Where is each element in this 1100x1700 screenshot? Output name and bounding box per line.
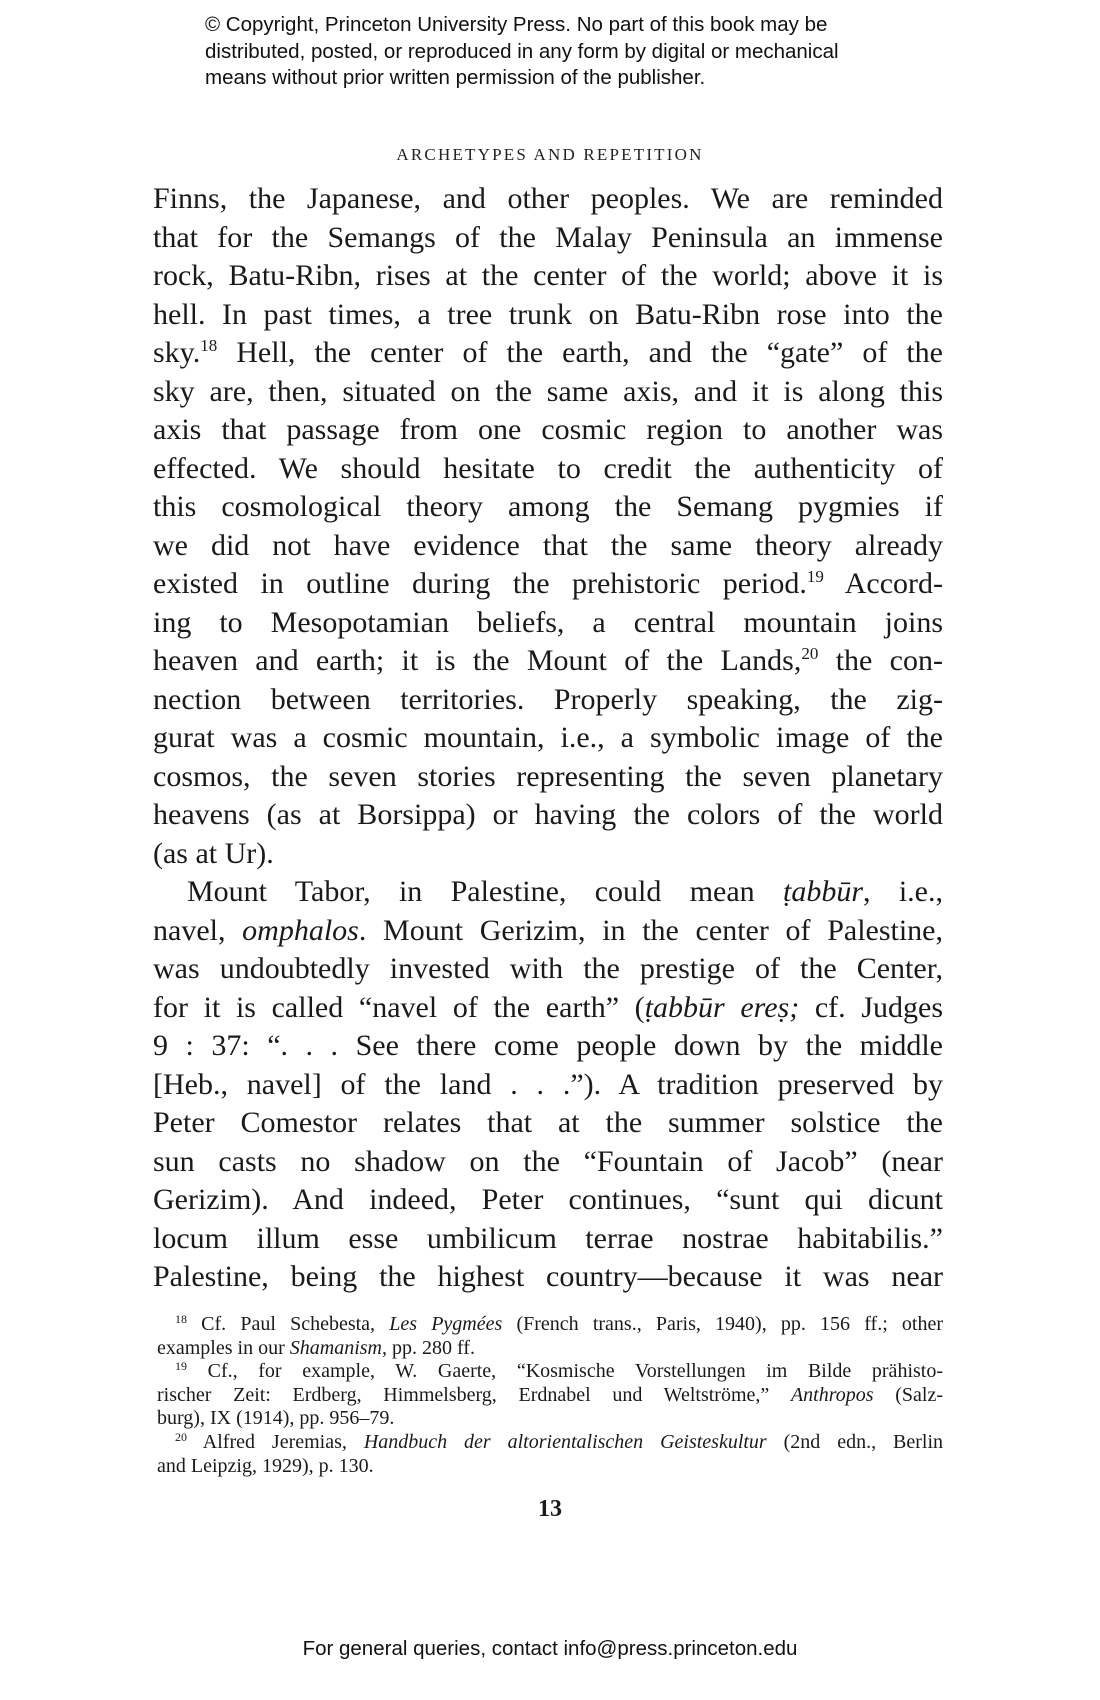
text-line: cosmos, the seven stories representing the seven planetary <box>153 759 943 793</box>
text-line: heavens (as at Borsippa) or having the colors of the world <box>153 798 943 831</box>
text-line: was undoubtedly invested with the prestige of the Center, <box>153 952 943 985</box>
text-line: heaven and earth; it is the Mount of the Lands,$^{20}$ the con- <box>153 644 943 677</box>
footnote-18: $^{18}$ Cf. Paul Schebesta, Les Pygmées (French trans., Paris, 1940), pp. 156 ff.; other <box>175 1312 944 1335</box>
footnote-19: $^{19}$ Cf., for example, W. Gaerte, “Kosmische Vorstellungen im Bilde prähisto- <box>175 1359 943 1383</box>
page-number: 13 <box>538 1496 562 1522</box>
text-line: Peter Comestor relates that at the summer solstice the <box>153 1106 943 1139</box>
text-line: 9 : 37: “. . . See there come people down by the middle <box>153 1029 943 1062</box>
footnote-line: examples in our Shamanism, pp. 280 ff. <box>157 1336 475 1359</box>
text-line: that for the Semangs of the Malay Peninsula an immense <box>153 220 943 254</box>
text-line: Palestine, being the highest country—because it was near <box>153 1260 943 1293</box>
copyright-notice <box>205 12 925 92</box>
text-line: Finns, the Japanese, and other peoples. We are reminded <box>153 182 943 215</box>
footnote-ref: 18 <box>200 336 218 355</box>
footnote-line: burg), IX (1914), pp. 956–79. <box>157 1407 395 1430</box>
text-line: rock, Batu-Ribn, rises at the center of the world; above it is <box>153 259 943 292</box>
text-line: axis that passage from one cosmic region to another was <box>153 413 943 446</box>
text-line: sky.$^{18}$ Hell, the center of the earth, and the “gate” of the <box>153 336 943 369</box>
text-line: we did not have evidence that the same theory already <box>153 528 943 562</box>
text-line: for it is called “navel of the earth” (ṭabbūr ereṣ; cf. Judges <box>153 990 943 1024</box>
footnote-line: and Leipzig, 1929), p. 130. <box>157 1454 374 1477</box>
text-line: nection between territories. Properly speaking, the zig- <box>153 682 943 716</box>
footnote-line: rischer Zeit: Erdberg, Himmelsberg, Erdnabel und Weltströme,” Anthropos (Salz- <box>157 1383 943 1406</box>
text-line: ing to Mesopotamian beliefs, a central mountain joins <box>153 605 943 639</box>
copyright-line: © Copyright, Princeton University Press. No part of this book may be <box>205 13 828 36</box>
footnote-20: $^{20}$ Alfred Jeremias, Handbuch der altorientalischen Geisteskultur (2nd edn., Berlin <box>175 1429 944 1453</box>
text-line: sun casts no shadow on the “Fountain of Jacob” (near <box>153 1144 943 1178</box>
text-line: locum illum esse umbilicum terrae nostrae habitabilis.” <box>153 1221 943 1255</box>
footnotes <box>157 1313 943 1478</box>
text-line: hell. In past times, a tree trunk on Batu-Ribn rose into the <box>153 297 943 331</box>
text-line: Mount Tabor, in Palestine, could mean ṭabbūr, i.e., <box>187 875 943 908</box>
text-line: effected. We should hesitate to credit the authenticity of <box>153 451 943 485</box>
text-line: gurat was a cosmic mountain, i.e., a symbolic image of the <box>153 721 943 754</box>
text-line: this cosmological theory among the Semang pygmies if <box>153 490 943 523</box>
text-line: navel, omphalos. Mount Gerizim, in the center of Palestine, <box>153 913 944 947</box>
running-head: ARCHETYPES AND REPETITION <box>396 145 704 164</box>
footnote-ref: 20 <box>801 644 819 663</box>
copyright-line: distributed, posted, or reproduced in any form by digital or mechanical <box>205 39 839 63</box>
text-line: (as at Ur). <box>153 836 274 870</box>
text-line: existed in outline during the prehistoric period.$^{19}$ Accord- <box>153 567 944 600</box>
text-line: [Heb., navel] of the land . . .”). A tradition preserved by <box>153 1067 943 1101</box>
text-line: Gerizim). And indeed, Peter continues, “sunt qui dicunt <box>153 1183 943 1216</box>
footer-contact: For general queries, contact info@press.princeton.edu <box>302 1637 798 1660</box>
body-text <box>153 180 943 1297</box>
copyright-line: means without prior written permission of the publisher. <box>205 66 706 89</box>
text-line: sky are, then, situated on the same axis, and it is along this <box>153 374 943 408</box>
footnote-ref: 19 <box>806 567 824 586</box>
